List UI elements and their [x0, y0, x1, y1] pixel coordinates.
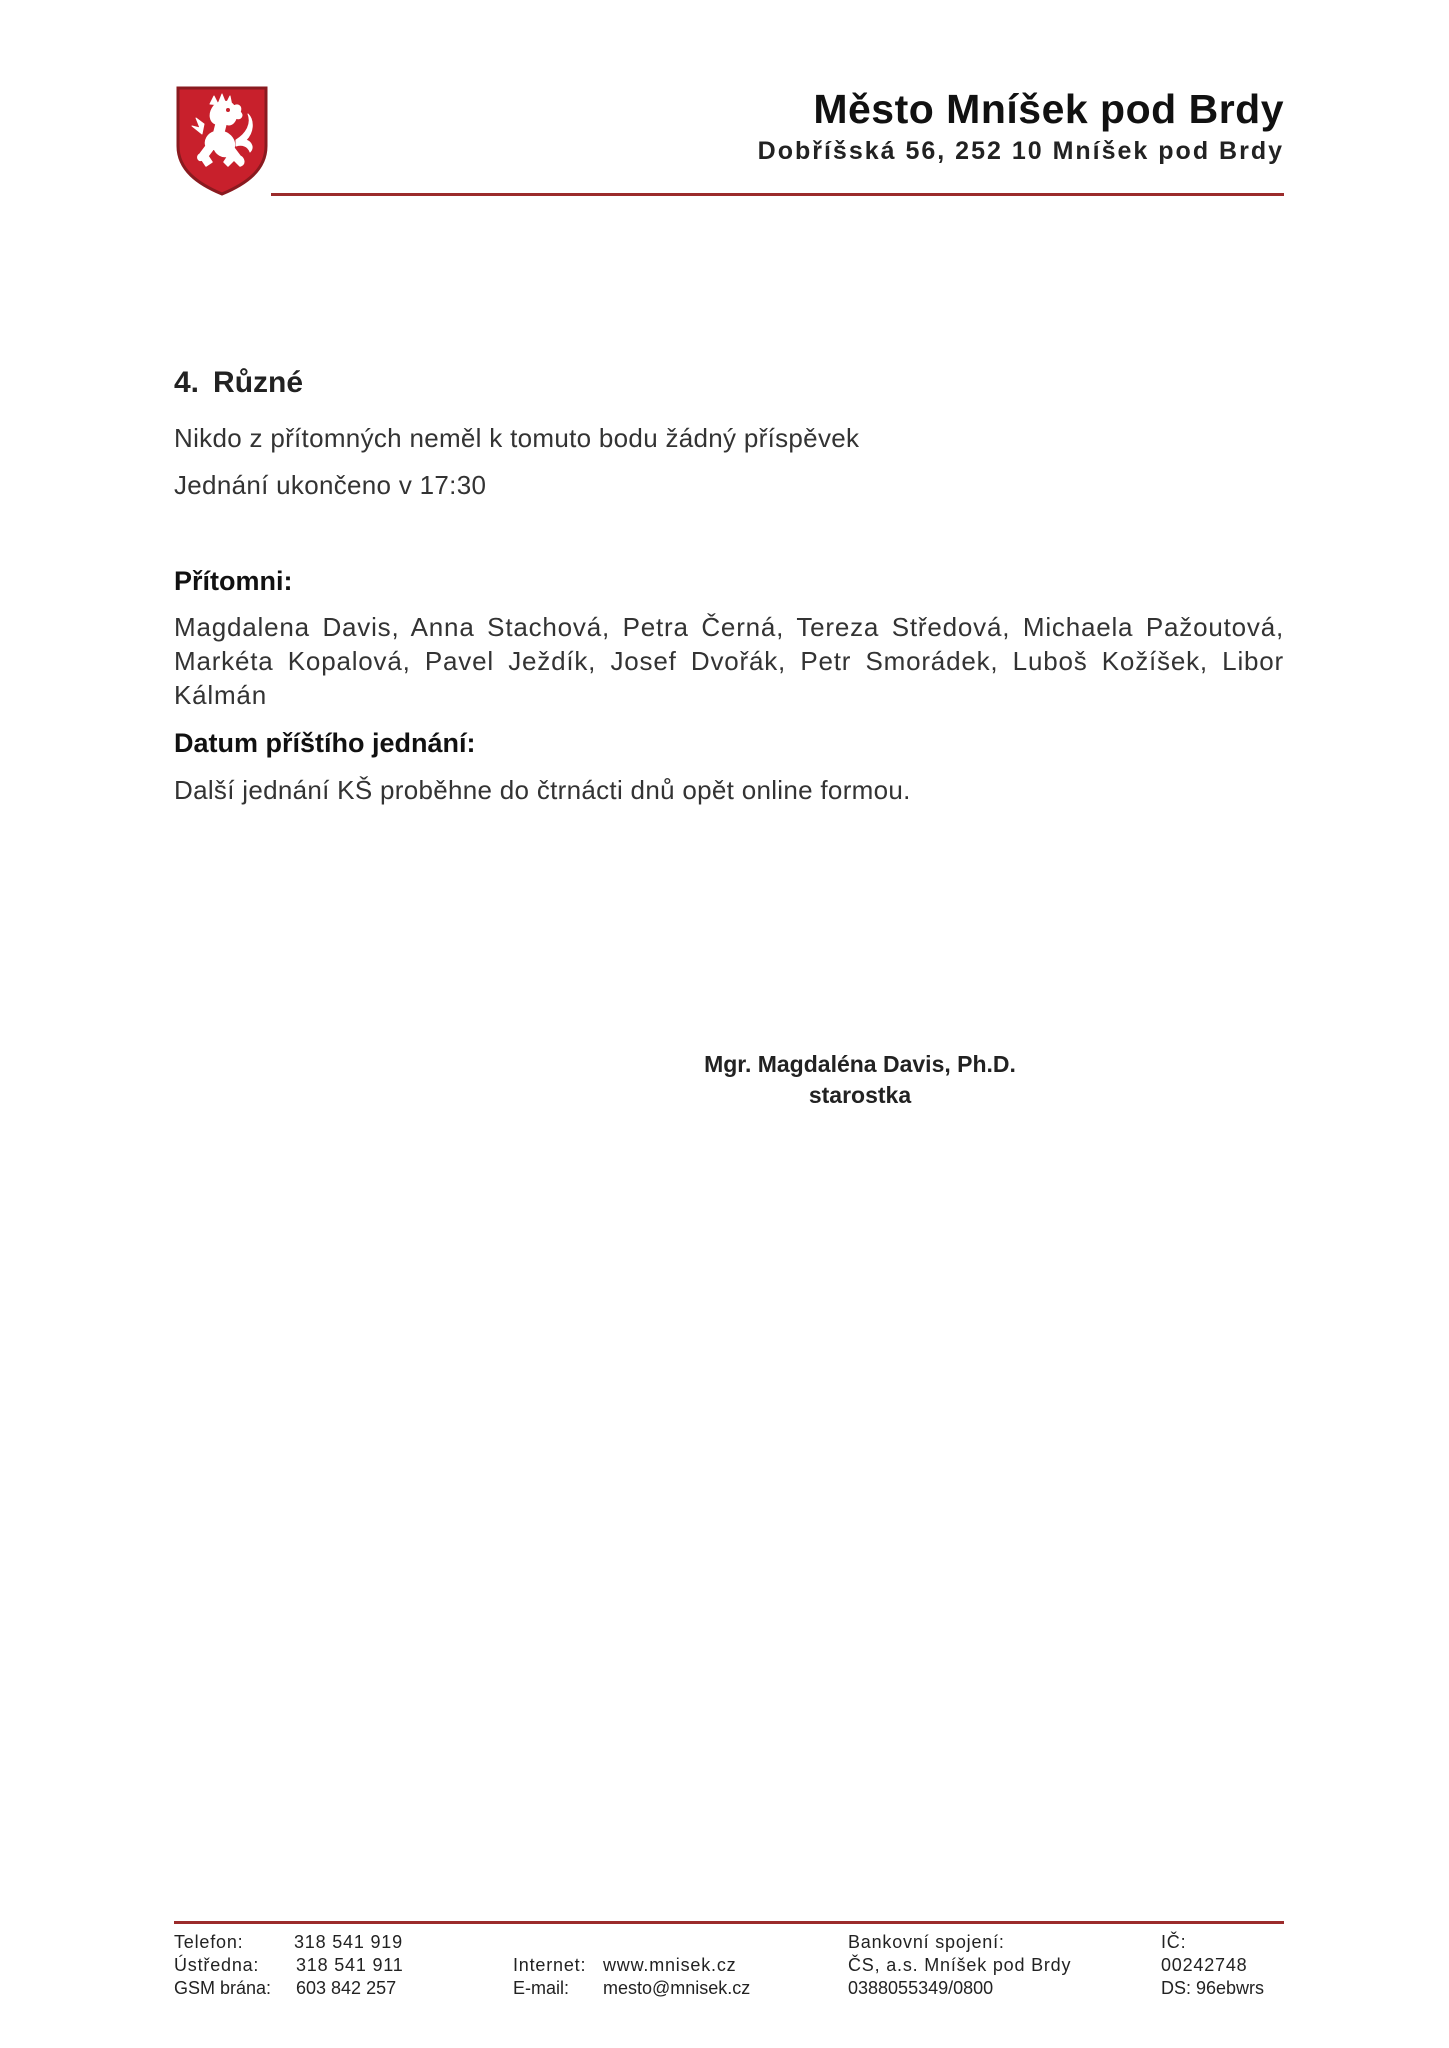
- internet-link[interactable]: www.mnisek.cz: [603, 1955, 737, 1975]
- section-heading: [174, 366, 303, 400]
- footer-bank: [848, 1931, 1128, 2003]
- ds-value: DS: 96ebwrs: [1161, 1978, 1265, 1998]
- signature-block: [660, 1049, 1060, 1111]
- footer-web: [513, 1954, 813, 2002]
- section-paragraph: Jednání ukončeno v 17:30: [174, 470, 487, 500]
- lion-coat-of-arms-icon: [174, 84, 270, 196]
- organization-address: Dobříšská 56, 252 10 Mníšek pod Brdy: [757, 137, 1284, 165]
- footer-ids: [1161, 1931, 1281, 2003]
- gsm-value: 603 842 257: [296, 1978, 397, 1998]
- email-link[interactable]: mesto@mnisek.cz: [603, 1978, 751, 1998]
- bank-account: 0388055349/0800: [848, 1978, 994, 1998]
- switchboard-label: Ústředna:: [174, 1955, 260, 1975]
- next-meeting-label: Datum příštího jednání:: [174, 728, 476, 758]
- section-title: Různé: [213, 366, 304, 399]
- bank-label: Bankovní spojení:: [848, 1932, 1005, 1952]
- organization-title: Město Mníšek pod Brdy: [813, 86, 1284, 132]
- gsm-label: GSM brána:: [174, 1978, 272, 1998]
- signatory-role: starostka: [808, 1082, 912, 1108]
- header-divider: [271, 193, 1284, 196]
- signatory-name: Mgr. Magdaléna Davis, Ph.D.: [704, 1051, 1016, 1077]
- email-label: E-mail:: [513, 1978, 570, 1998]
- attendee-list: Magdalena Davis, Anna Stachová, Petra Černá, Tereza Středová, Michaela Pažoutová, Markéta Kopalová, Pavel Ježdík, Josef Dvořák, Petr Smorádek, Luboš Kožíšek, Libor Kálmán: [174, 612, 1284, 710]
- phone-label: Telefon:: [174, 1932, 244, 1952]
- next-meeting-text: Další jednání KŠ proběhne do čtrnácti dnů opět online formou.: [174, 775, 911, 805]
- switchboard-value: 318 541 911: [296, 1955, 404, 1975]
- footer-contacts: [174, 1931, 434, 2003]
- ic-value: 00242748: [1161, 1955, 1248, 1975]
- section-paragraph: Nikdo z přítomných neměl k tomuto bodu žádný příspěvek: [174, 423, 860, 453]
- bank-name: ČS, a.s. Mníšek pod Brdy: [848, 1955, 1072, 1975]
- internet-label: Internet:: [513, 1955, 587, 1975]
- footer-divider: [174, 1921, 1284, 1924]
- ic-label: IČ:: [1161, 1932, 1187, 1952]
- phone-value: 318 541 919: [294, 1932, 403, 1952]
- present-label: Přítomni:: [174, 566, 293, 596]
- section-number: 4.: [174, 366, 200, 399]
